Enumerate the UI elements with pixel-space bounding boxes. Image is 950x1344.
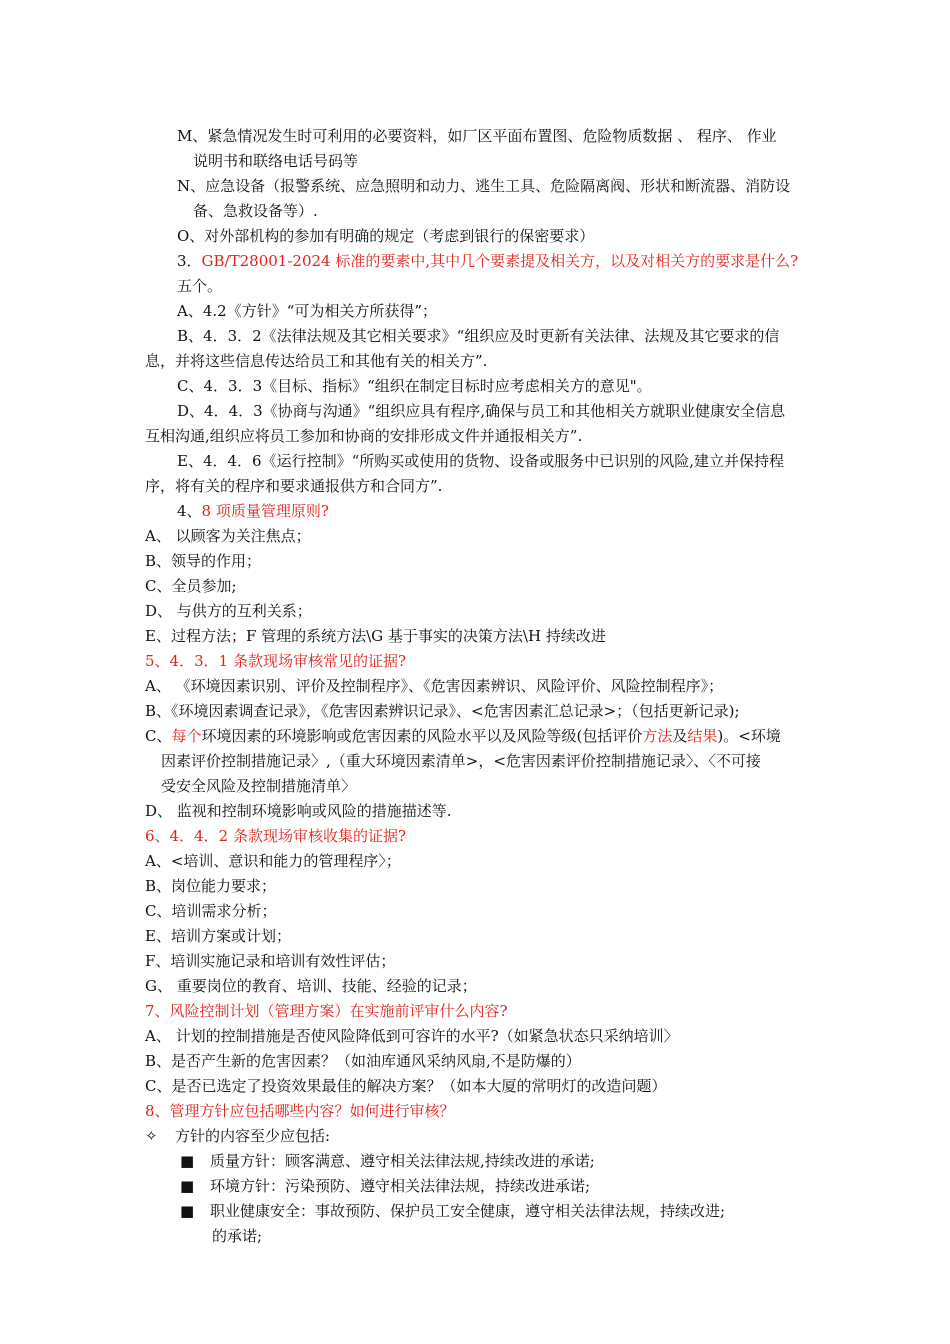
item-4d: D、 与供方的互利关系； [145, 602, 312, 620]
item-3b-2: 息，并将这些信息传达给员工和其他有关的相关方”. [145, 352, 488, 370]
question-3-number: 3． [177, 252, 202, 270]
item-8-intro [145, 1126, 330, 1146]
item-3c: C、4．3．3《目标、指标》“组织在制定目标时应考虑相关方的意见"。 [177, 377, 652, 395]
item-6c: C、培训需求分析； [145, 902, 277, 920]
item-4a: A、 以顾客为关注焦点； [145, 527, 311, 545]
question-4-text: 8 项质量管理原则? [201, 502, 329, 520]
diamond-bullet-icon: ✧ [145, 1127, 158, 1145]
item-6a: A、<培训、意识和能力的管理程序〉； [145, 852, 401, 870]
item-8-bullet-2 [180, 1176, 590, 1196]
item-3a: A、4.2《方针》“可为相关方所获得”； [177, 302, 438, 320]
question-7-text: 风险控制计划（管理方案）在实施前评审什么内容? [169, 1002, 508, 1020]
item-5c-text-3: )。<环境 [717, 727, 781, 745]
item-8-bullet-1-text: 质量方针：顾客满意、遵守相关法律法规,持续改进的承诺; [210, 1152, 595, 1170]
question-8 [145, 1101, 455, 1121]
item-6b: B、岗位能力要求； [145, 877, 277, 895]
line-m-1: M、紧急情况发生时可利用的必要资料，如厂区平面布置图、危险物质数据 、 程序、 作业 [177, 127, 777, 145]
item-7c: C、是否已选定了投资效果最佳的解决方案？（如本大厦的常明灯的改造问题） [145, 1077, 667, 1095]
item-8-intro-text: 方针的内容至少应包括: [175, 1127, 331, 1145]
item-5c-highlight-1: 每个 [171, 727, 202, 745]
item-7a: A、 计划的控制措施是否使风险降低到可容许的水平?（如紧急状态只采纳培训〉 [145, 1027, 679, 1045]
item-5c-2: 因素评价控制措施记录〉,（重大环境因素清单>，<危害因素评价控制措施记录〉、〈不可接 [161, 752, 761, 770]
item-7b: B、是否产生新的危害因素？（如油库通风采纳风扇,不是防爆的） [145, 1052, 581, 1070]
question-8-number: 8、 [145, 1102, 170, 1120]
question-6: 6、4．4．2 条款现场审核收集的证据? [145, 827, 406, 845]
item-6e: E、培训方案或计划； [145, 927, 291, 945]
line-n-2: 备、急救设备等）. [193, 202, 318, 220]
item-6f: F、培训实施记录和培训有效性评估； [145, 952, 396, 970]
item-4b: B、领导的作用； [145, 552, 262, 570]
item-5c-3: 受安全风险及控制措施清单〉 [161, 777, 357, 795]
item-6g: G、 重要岗位的教育、培训、技能、经验的记录； [145, 977, 477, 995]
item-3e-2: 序，将有关的程序和要求通报供方和合同方”. [145, 477, 443, 495]
square-bullet-icon: ■ [180, 1152, 195, 1170]
item-5c-highlight-3: 结果 [687, 727, 718, 745]
item-8-bullet-1 [180, 1151, 595, 1171]
item-3e-1: E、4．4．6《运行控制》“所购买或使用的货物、设备或服务中已识别的风险,建立并保持程 [177, 452, 785, 470]
question-4 [177, 501, 329, 521]
item-5d: D、 监视和控制环境影响或风险的措施描述等. [145, 802, 452, 820]
item-8-bullet-3 [180, 1201, 725, 1221]
item-5c-1 [145, 726, 781, 746]
item-4c: C、全员参加; [145, 577, 237, 595]
item-8-bullet-3-cont: 的承诺; [212, 1227, 263, 1245]
item-5c-highlight-2: 方法 [642, 727, 673, 745]
question-5: 5、4．3．1 条款现场审核常见的证据? [145, 652, 406, 670]
item-3d-1: D、4．4．3《协商与沟通》“组织应具有程序,确保与员工和其他相关方就职业健康安全信息 [177, 402, 786, 420]
question-4-number: 4、 [177, 502, 202, 520]
square-bullet-icon: ■ [180, 1202, 195, 1220]
question-3-text: GB/T28001-2024 标准的要素中,其中几个要素提及相关方，以及对相关方的要求是什么? [201, 252, 799, 270]
item-5c-text-1: 环境因素的环境影响或危害因素的风险水平以及风险等级(包括评价 [201, 727, 643, 745]
item-3d-2: 互相沟通,组织应将员工参加和协商的安排形成文件并通报相关方”. [145, 427, 583, 445]
question-3 [177, 251, 798, 271]
item-8-bullet-2-text: 环境方针：污染预防、遵守相关法律法规，持续改进承诺; [210, 1177, 591, 1195]
question-7 [145, 1001, 508, 1021]
item-5c-text-2: 及 [672, 727, 688, 745]
item-5b: B、《环境因素调查记录》，《危害因素辨识记录》、<危害因素汇总记录>；（包括更新记录); [145, 702, 740, 720]
question-7-number: 7、 [145, 1002, 170, 1020]
item-5a: A、 《环境因素识别、评价及控制程序》、《危害因素辨识、风险评价、风险控制程序》； [145, 677, 724, 695]
item-3b-1: B、4．3．2《法律法规及其它相关要求》“组织应及时更新有关法律、法规及其它要求的信 [177, 327, 780, 345]
square-bullet-icon: ■ [180, 1177, 195, 1195]
line-o: O、对外部机构的参加有明确的规定（考虑到银行的保密要求） [177, 227, 595, 245]
answer-3: 五个。 [177, 277, 223, 295]
line-m-2: 说明书和联络电话号码等 [193, 152, 359, 170]
item-5c-prefix: C、 [145, 727, 172, 745]
line-n-1: N、应急设备（报警系统、应急照明和动力、逃生工具、危险隔离阀、形状和断流器、消防设 [177, 177, 791, 195]
item-4e: E、过程方法；F 管理的系统方法\G 基于事实的决策方法\H 持续改进 [145, 627, 606, 645]
item-8-bullet-3-text: 职业健康安全：事故预防、保护员工安全健康，遵守相关法律法规，持续改进; [210, 1202, 726, 1220]
question-8-text: 管理方针应包括哪些内容？如何进行审核？ [169, 1102, 455, 1120]
